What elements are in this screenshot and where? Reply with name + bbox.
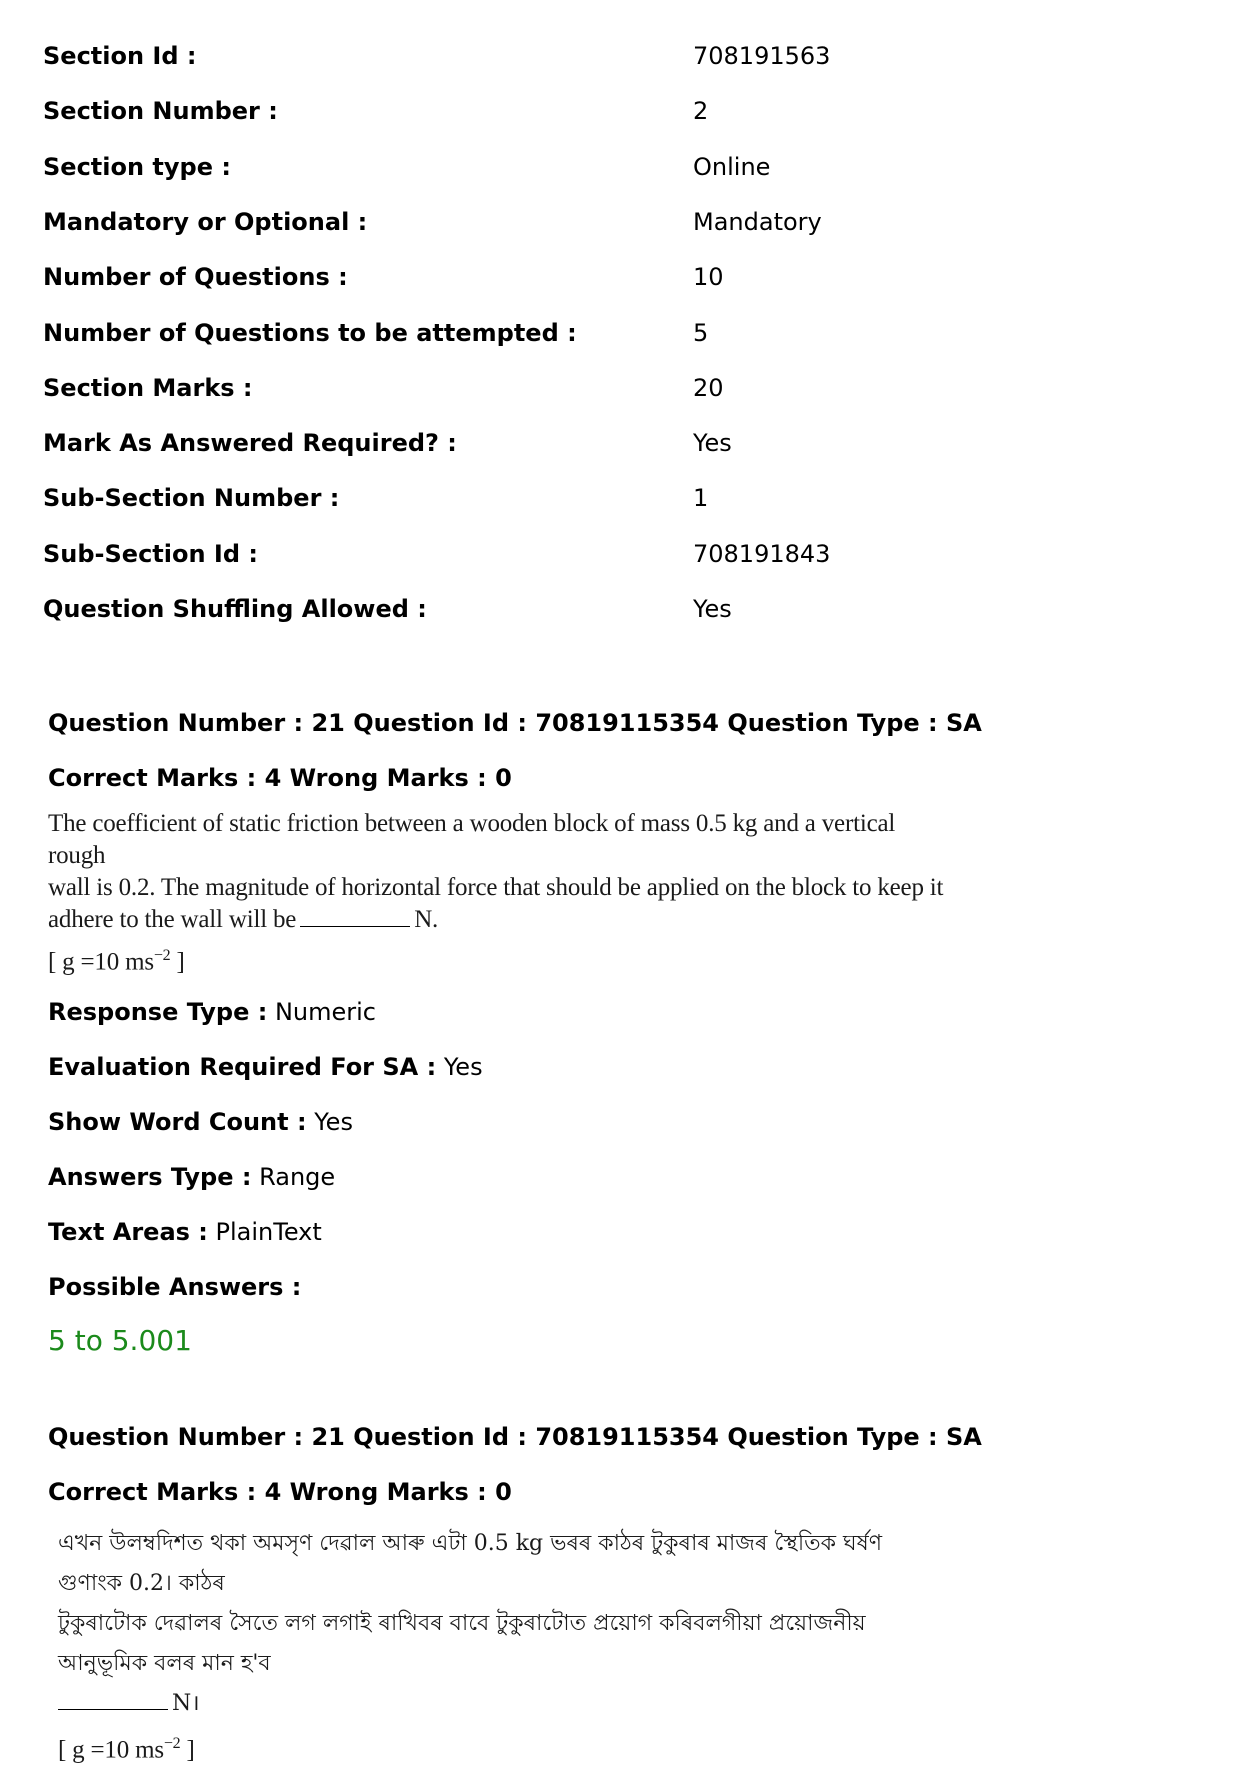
metadata-value: 1 xyxy=(693,484,709,512)
metadata-value: 10 xyxy=(693,263,724,291)
given-close: ] xyxy=(170,948,185,976)
metadata-label: Number of Questions : xyxy=(43,263,348,291)
question-text-segment: N. xyxy=(414,906,439,933)
metadata-label: Mark As Answered Required? : xyxy=(43,429,457,457)
question-header: Question Number : 21 Question Id : 70819115354 Question Type : SA xyxy=(48,709,982,737)
question-text-line: টুকুৰাটোক দেৱালৰ সৈতে লগ লগাই ৰাখিবৰ বাবে টুকুৰাটোত প্ৰয়োগ কৰিবলগীয়া প্ৰয়োজনীয় আনুভূমিক বলৰ মান হ'ব xyxy=(58,1611,866,1676)
question-text-line: wall is 0.2. The magnitude of horizontal force that should be applied on the block to keep it xyxy=(48,874,944,901)
evaluation-label: Evaluation Required For SA : xyxy=(48,1053,437,1082)
metadata-label: Section Id : xyxy=(43,42,197,70)
answers-type-value: Range xyxy=(259,1163,336,1192)
metadata-label: Sub-Section Number : xyxy=(43,484,340,512)
response-type-label: Response Type : xyxy=(48,998,268,1027)
metadata-label: Mandatory or Optional : xyxy=(43,208,368,236)
metadata-value: Yes xyxy=(693,429,732,457)
response-type-row xyxy=(48,992,948,1032)
question-marks: Correct Marks : 4 Wrong Marks : 0 xyxy=(48,764,512,792)
metadata-value: 708191843 xyxy=(693,540,831,568)
answer-blank xyxy=(300,906,410,927)
given-constant xyxy=(58,1728,948,1766)
question-text-line: এখন উলম্বদিশত থকা অমসৃণ দেৱাল আৰু এটা 0.5 kg ভৰৰ কাঠৰ টুকুৰাৰ মাজৰ স্থৈতিক ঘৰ্ষণ গুণাংক 0.2। কাঠৰ xyxy=(58,1531,883,1596)
given-exponent: −2 xyxy=(153,947,171,964)
answers-type-label: Answers Type : xyxy=(48,1163,252,1192)
question-header: Question Number : 21 Question Id : 70819115354 Question Type : SA xyxy=(48,1423,982,1451)
given-base: [ g =10 ms xyxy=(48,948,154,976)
metadata-value: Yes xyxy=(693,595,732,623)
question-text xyxy=(58,1524,948,1766)
metadata-label: Number of Questions to be attempted : xyxy=(43,319,577,347)
evaluation-value: Yes xyxy=(443,1053,483,1082)
question-text xyxy=(48,808,948,978)
possible-answers-label: Possible Answers : xyxy=(48,1273,302,1302)
metadata-value: Mandatory xyxy=(693,208,822,236)
word-count-value: Yes xyxy=(314,1108,353,1137)
question-text-segment: N। xyxy=(172,1691,200,1716)
word-count-label: Show Word Count : xyxy=(48,1108,307,1137)
question-block-2 xyxy=(48,1417,982,1766)
metadata-value: Online xyxy=(693,153,771,181)
metadata-value: 708191563 xyxy=(693,42,831,70)
answer-blank xyxy=(58,1689,168,1710)
question-text-line xyxy=(48,904,948,936)
question-marks: Correct Marks : 4 Wrong Marks : 0 xyxy=(48,1478,512,1506)
evaluation-row xyxy=(48,1047,948,1087)
metadata-label: Section Number : xyxy=(43,97,278,125)
question-text-line xyxy=(58,1684,948,1724)
question-block-1 xyxy=(48,703,982,1363)
text-areas-row xyxy=(48,1212,948,1252)
metadata-label: Section Marks : xyxy=(43,374,253,402)
possible-answers-row xyxy=(48,1267,948,1307)
word-count-row xyxy=(48,1102,948,1142)
metadata-label: Sub-Section Id : xyxy=(43,540,258,568)
given-base: [ g =10 ms xyxy=(58,1736,164,1764)
response-type-value: Numeric xyxy=(274,998,376,1027)
given-exponent: −2 xyxy=(163,1735,181,1752)
possible-answer-value: 5 to 5.001 xyxy=(48,1324,192,1358)
metadata-value: 2 xyxy=(693,97,709,125)
given-constant xyxy=(48,940,948,978)
text-areas-label: Text Areas : xyxy=(48,1218,208,1247)
metadata-value: 5 xyxy=(693,319,709,347)
answers-type-row xyxy=(48,1157,948,1197)
metadata-value: 20 xyxy=(693,374,724,402)
given-close: ] xyxy=(180,1736,195,1764)
question-text-segment: adhere to the wall will be xyxy=(48,906,297,933)
text-areas-value: PlainText xyxy=(215,1218,322,1247)
metadata-label: Question Shuffling Allowed : xyxy=(43,595,427,623)
question-text-line: The coefficient of static friction between a wooden block of mass 0.5 kg and a vertical rough xyxy=(48,810,896,869)
metadata-label: Section type : xyxy=(43,153,231,181)
